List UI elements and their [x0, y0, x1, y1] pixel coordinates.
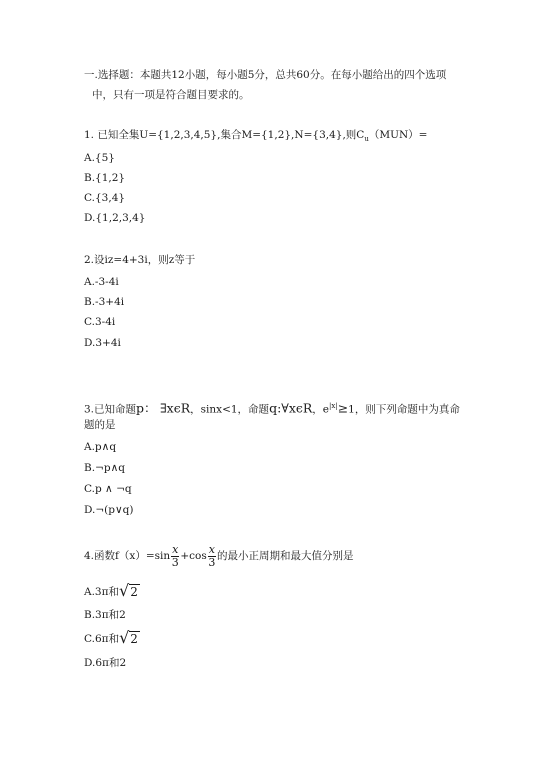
- q2-option-c: C.3-4i: [84, 316, 116, 328]
- q1-option-c: C.{3,4}: [84, 192, 126, 204]
- radical-sign-icon: √: [119, 628, 130, 647]
- q2-option-d: D.3+4i: [84, 337, 121, 349]
- q4-stem: [84, 541, 353, 571]
- q4-stem-text-a: 4.函数f（x）=sin: [84, 550, 171, 562]
- q4-fraction-sin: [171, 544, 179, 569]
- section-heading-line-1: 一.选择题：本题共12小题，每小题5分，总共60分。在每小题给出的四个选项: [84, 69, 447, 81]
- q4-option-d: D.6π和2: [84, 657, 127, 669]
- q4-fraction-cos: [208, 544, 216, 569]
- q3-option-a: A.p∧q: [84, 441, 117, 453]
- radical-sign-icon: √: [119, 581, 130, 600]
- q4-fraction-sin-numerator: x: [172, 542, 179, 556]
- q3-option-c: C.p ∧ ¬q: [84, 483, 132, 495]
- q4-fraction-cos-numerator: x: [208, 542, 215, 556]
- q1-stem-text-b: （MUN）=: [368, 129, 428, 141]
- q2-option-b: B.-3+4i: [84, 296, 125, 308]
- q1-stem: [84, 128, 427, 146]
- q3-p-label: p：: [136, 400, 157, 416]
- q3-exponent: |x|: [329, 402, 338, 410]
- q1-stem-text-a: 1. 已知全集U={1,2,3,4,5},集合M={1,2},N={3,4},则C: [84, 129, 365, 141]
- q3-p-quantifier: ∃xϵR: [159, 400, 191, 416]
- q3-stem-line-2: 题的是: [84, 419, 116, 431]
- q4-plus-cos: +cos: [180, 550, 207, 562]
- q3-ge-symbol: ≥: [337, 400, 349, 416]
- q3-stem-text-c: ，e: [312, 403, 330, 416]
- q4-option-c-sqrt: [119, 630, 140, 648]
- q4-fraction-sin-denominator: 3: [171, 555, 179, 569]
- q4-option-a-sqrt: [119, 583, 140, 601]
- q1-option-a: A.{5}: [84, 152, 115, 164]
- q3-option-b: B.¬p∧q: [84, 462, 125, 474]
- q4-option-a: [84, 583, 140, 601]
- q4-option-a-text: A.3π和: [84, 586, 120, 598]
- q3-q-quantifier: ∀xϵR: [281, 400, 313, 416]
- q4-option-b: B.3π和2: [84, 609, 126, 621]
- q2-option-a: A.-3-4i: [84, 276, 119, 288]
- q1-stem-subscript: u: [364, 135, 369, 144]
- q1-option-d: D.{1,2,3,4}: [84, 212, 146, 224]
- q2-stem: 2.设iz=4+3i，则z等于: [84, 254, 196, 266]
- q4-stem-text-b: 的最小正周期和最大值分别是: [216, 550, 354, 562]
- q4-option-c: [84, 630, 140, 648]
- q1-option-b: B.{1,2}: [84, 172, 126, 184]
- q3-stem-text-d: 1，则下列命题中为真命: [348, 403, 460, 416]
- q4-fraction-cos-denominator: 3: [208, 555, 216, 569]
- q3-option-d: D.¬(p∨q): [84, 504, 134, 516]
- q3-stem-text-a: 3.已知命题: [84, 403, 137, 416]
- q3-stem: [84, 399, 460, 417]
- q3-q-label: q:: [269, 400, 282, 416]
- q3-stem-text-b: ，sinx<1，命题: [190, 403, 270, 416]
- section-heading-line-2: 中，只有一项是符合题目要求的。: [92, 89, 250, 101]
- q4-option-c-text: C.6π和: [84, 633, 120, 645]
- q4-option-c-radicand: 2: [130, 632, 138, 646]
- q4-option-a-radicand: 2: [130, 585, 138, 599]
